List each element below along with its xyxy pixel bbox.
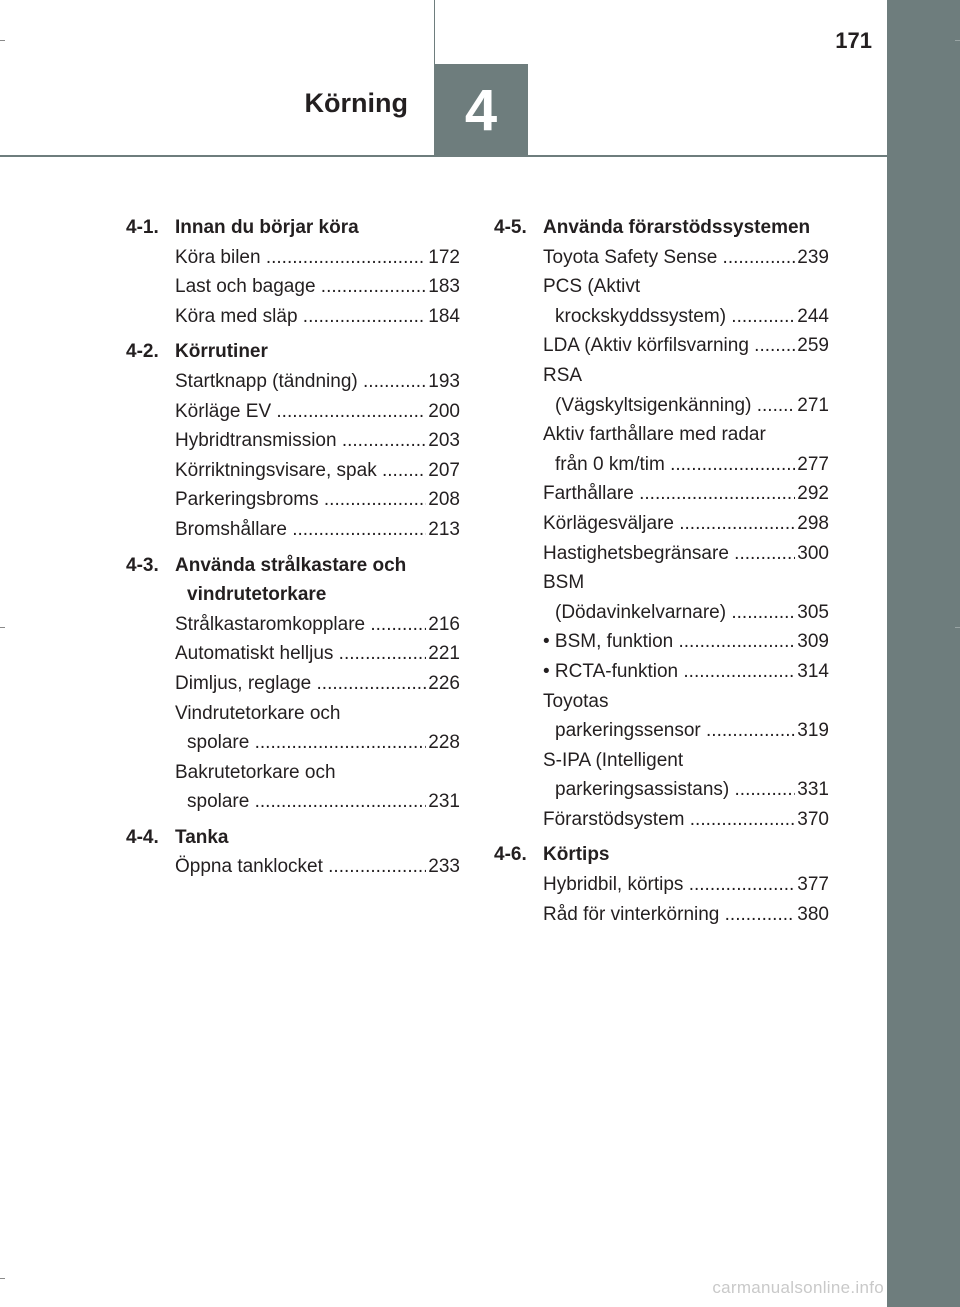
toc-entry[interactable] <box>543 687 829 746</box>
toc-entry[interactable] <box>175 302 460 332</box>
toc-entry[interactable] <box>175 367 460 397</box>
toc-section <box>494 213 829 834</box>
section-title: Innan du börjar köra <box>175 217 359 238</box>
crop-mark <box>0 40 5 41</box>
toc-entry[interactable] <box>543 272 829 331</box>
entry-title: Förarstödsystem ..... <box>543 809 795 830</box>
entry-title: Strålkastaromkopplare ..... <box>175 614 426 635</box>
toc-section <box>126 551 460 817</box>
entry-page-number: 200 <box>428 400 460 422</box>
toc-entry[interactable] <box>175 485 460 515</box>
toc-entry[interactable] <box>543 361 829 420</box>
entry-page-number: 213 <box>428 518 460 540</box>
toc-entry[interactable] <box>543 509 829 539</box>
entry-title: S-IPA (Intelligent <box>543 749 684 771</box>
entry-title: Öppna tanklocket ..... <box>175 856 426 877</box>
section-title: Använda strålkastare och vindrutetorkare <box>175 554 407 606</box>
entry-title: Vindrutetorkare och <box>175 702 341 724</box>
entry-page-number: 231 <box>428 791 460 813</box>
entry-title-continued: (Dödavinkelvarnare) ..... <box>555 602 795 623</box>
entry-page-number: 377 <box>797 874 829 896</box>
entry-page-number: 183 <box>428 276 460 298</box>
entry-page-number: 233 <box>428 856 460 878</box>
entry-title-continued: parkeringssensor ..... <box>555 720 795 741</box>
chapter-number-box <box>434 64 528 156</box>
entry-title: Köra bilen ..... <box>175 247 426 268</box>
section-heading <box>126 823 460 853</box>
section-title: Körrutiner <box>175 341 268 363</box>
section-heading <box>494 213 829 243</box>
toc-entry[interactable] <box>175 272 460 302</box>
entry-title: Råd för vinterkörning ..... <box>543 904 795 925</box>
entry-page-number: 228 <box>428 732 460 754</box>
entry-title: Hybridtransmission ..... <box>175 430 426 451</box>
section-number: 4-1. <box>126 217 159 238</box>
toc-entry[interactable] <box>543 900 829 930</box>
section-number: 4-5. <box>494 217 527 238</box>
toc-entry[interactable] <box>543 746 829 805</box>
section-heading <box>126 551 460 610</box>
entry-page-number: 244 <box>797 305 829 327</box>
toc-entry[interactable] <box>175 456 460 486</box>
entry-page-number: 203 <box>428 430 460 452</box>
toc-entry[interactable] <box>175 699 460 758</box>
entry-page-number: 221 <box>428 643 460 665</box>
chapter-side-tab <box>887 0 960 1307</box>
toc-entry[interactable] <box>543 331 829 361</box>
toc-section <box>126 823 460 882</box>
toc-section <box>494 840 829 929</box>
toc-entry[interactable] <box>543 479 829 509</box>
toc-entry[interactable] <box>175 639 460 669</box>
entry-title: BSM <box>543 572 585 594</box>
entry-page-number: 193 <box>428 370 460 392</box>
entry-page-number: 309 <box>797 631 829 653</box>
watermark: carmanualsonline.info <box>712 1278 884 1297</box>
entry-title: LDA (Aktiv körfilsvarning ..... <box>543 335 795 356</box>
section-number: 4-6. <box>494 844 527 866</box>
entry-page-number: 314 <box>797 660 829 682</box>
section-number: 4-2. <box>126 341 159 363</box>
entry-title: Körlägesväljare ..... <box>543 513 795 534</box>
section-heading <box>126 337 460 367</box>
entry-title: Hastighetsbegränsare ..... <box>543 543 795 564</box>
entry-title: RSA <box>543 364 583 386</box>
entry-page-number: 259 <box>797 335 829 357</box>
entry-page-number: 271 <box>797 394 829 416</box>
toc-entry[interactable] <box>543 568 829 627</box>
toc-entry[interactable] <box>543 657 829 687</box>
toc-right-column <box>494 213 829 929</box>
entry-page-number: 292 <box>797 483 829 505</box>
entry-page-number: 239 <box>797 246 829 268</box>
entry-title-continued: spolare ..... <box>187 732 426 753</box>
crop-mark <box>955 627 960 628</box>
section-heading <box>126 213 460 243</box>
entry-title: Hybridbil, körtips ..... <box>543 874 795 895</box>
entry-title: Automatiskt helljus ..... <box>175 643 426 664</box>
entry-page-number: 184 <box>428 305 460 327</box>
entry-page-number: 305 <box>797 601 829 623</box>
toc-entry[interactable] <box>175 669 460 699</box>
crop-mark <box>0 627 5 628</box>
entry-title: • BSM, funktion ..... <box>543 631 795 652</box>
entry-title-continued: spolare ..... <box>187 791 426 812</box>
toc-entry[interactable] <box>175 758 460 817</box>
entry-title: Farthållare ..... <box>543 483 795 504</box>
entry-title: Aktiv farthållare med radar <box>543 424 766 446</box>
toc-left-column <box>126 213 460 882</box>
entry-page-number: 208 <box>428 489 460 511</box>
section-title: Tanka <box>175 826 229 848</box>
entry-title: Körriktningsvisare, spak ..... <box>175 460 426 481</box>
entry-page-number: 370 <box>797 808 829 830</box>
toc-entry[interactable] <box>175 515 460 545</box>
header-divider-vertical <box>434 0 435 64</box>
toc-section <box>126 213 460 331</box>
entry-page-number: 380 <box>797 903 829 925</box>
entry-page-number: 207 <box>428 459 460 481</box>
toc-entry[interactable] <box>543 539 829 569</box>
toc-entry[interactable] <box>175 426 460 456</box>
entry-title-continued: (Vägskyltsigenkänning) ..... <box>555 395 795 416</box>
entry-title: Parkeringsbroms ..... <box>175 489 426 510</box>
entry-title: Toyotas <box>543 690 609 712</box>
toc-entry[interactable] <box>175 243 460 273</box>
toc-entry[interactable] <box>175 852 460 882</box>
entry-page-number: 298 <box>797 512 829 534</box>
entry-title: Startknapp (tändning) ..... <box>175 371 426 392</box>
entry-page-number: 172 <box>428 246 460 268</box>
entry-title: PCS (Aktivt <box>543 276 641 298</box>
entry-page-number: 331 <box>797 779 829 801</box>
section-title: Använda förarstödssystemen <box>543 217 811 238</box>
entry-page-number: 226 <box>428 672 460 694</box>
toc-entry[interactable] <box>543 243 829 273</box>
entry-title: Bakrutetorkare och <box>175 761 336 783</box>
entry-title: Dimljus, reglage ..... <box>175 673 426 694</box>
toc-entry[interactable] <box>175 397 460 427</box>
entry-title: Bromshållare ..... <box>175 519 426 540</box>
entry-page-number: 216 <box>428 613 460 635</box>
entry-page-number: 277 <box>797 453 829 475</box>
toc-entry[interactable] <box>543 870 829 900</box>
toc-entry[interactable] <box>175 610 460 640</box>
entry-title: Körläge EV ..... <box>175 401 426 422</box>
entry-page-number: 300 <box>797 542 829 564</box>
toc-entry[interactable] <box>543 805 829 835</box>
entry-title: • RCTA-funktion ..... <box>543 661 795 682</box>
entry-title: Köra med släp ..... <box>175 306 426 327</box>
crop-mark <box>0 1278 5 1279</box>
section-heading <box>494 840 829 870</box>
entry-title: Last och bagage ..... <box>175 276 426 297</box>
entry-page-number: 319 <box>797 720 829 742</box>
toc-entry[interactable] <box>543 420 829 479</box>
entry-title-continued: från 0 km/tim ..... <box>555 454 795 475</box>
chapter-title: Körning <box>304 88 408 118</box>
page-number: 171 <box>835 28 872 53</box>
entry-title: Toyota Safety Sense ..... <box>543 247 795 268</box>
section-number: 4-3. <box>126 554 159 576</box>
toc-entry[interactable] <box>543 627 829 657</box>
chapter-number: 4 <box>464 77 498 143</box>
crop-mark <box>955 40 960 41</box>
section-number: 4-4. <box>126 826 159 848</box>
entry-title-continued: krockskyddssystem) ..... <box>555 306 795 327</box>
section-title: Körtips <box>543 844 610 866</box>
entry-title-continued: parkeringsassistans) ..... <box>555 779 795 800</box>
toc-section <box>126 337 460 544</box>
